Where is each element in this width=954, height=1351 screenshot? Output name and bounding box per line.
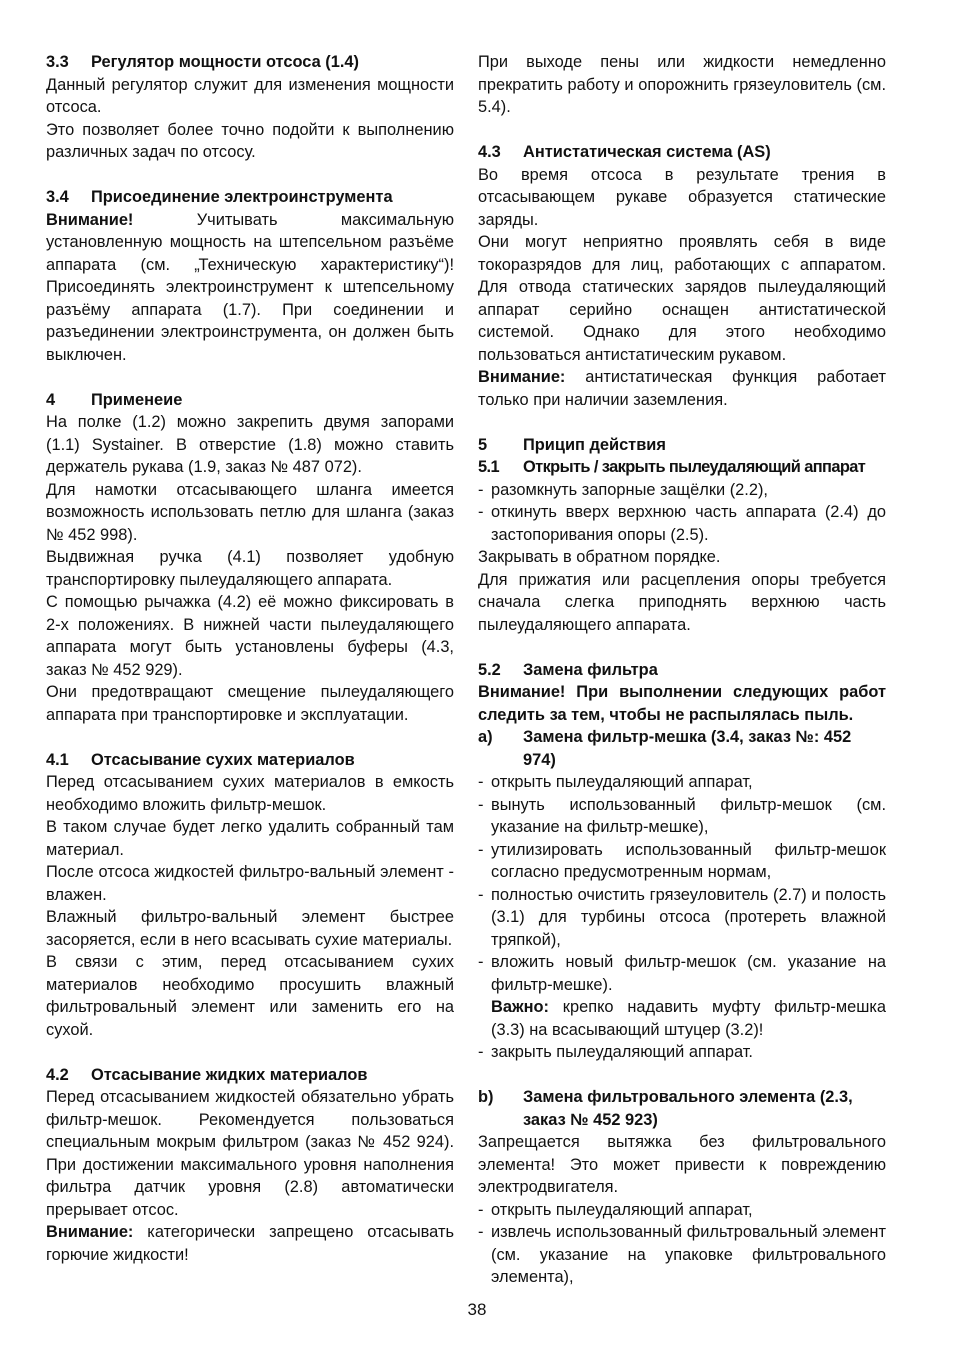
- list-item: - закрыть пылеудаляющий аппарат.: [478, 1041, 886, 1064]
- list-item: - полностью очистить грязеуловитель (2.7) и полость (3.1) для турбины отсоса (протереть влажной тряпкой),: [478, 884, 886, 952]
- paragraph: Они могут неприятно проявлять себя в виде токоразрядов для лиц, работающих с аппаратом. Для отвода статических зарядов пылеудаляющий аппарат серийно оснащен антистатической системой. Однако для этого необходимо пользоваться антистатическим рукавом.: [478, 233, 886, 364]
- subsection-marker: a): [478, 728, 493, 746]
- list-item-text: открыть пылеудаляющий аппарат,: [491, 773, 753, 791]
- paragraph: Для прижатия или расцепления опоры требуется сначала слегка приподнять верхнюю часть пылеудаляющего аппарата.: [478, 570, 886, 634]
- list-item: - открыть пылеудаляющий аппарат,: [478, 1199, 886, 1222]
- paragraph: При выходе пены или жидкости немедленно прекратить работу и опорожнить грязеуловитель (см. 5.4).: [478, 53, 886, 116]
- paragraph: Запрещается вытяжка без фильтровального элемента! Это может привести к повреждению электродвигателя.: [478, 1133, 886, 1196]
- paragraph: После отсоса жидкостей фильтро-вальный элемент - влажен.: [46, 863, 454, 904]
- warning-label: Внимание!: [46, 210, 134, 229]
- paragraph-text: категорически запрещено отсасывать горючие жидкости!: [46, 1223, 454, 1264]
- section-number: 5: [478, 435, 488, 454]
- page-number: 38: [467, 1300, 487, 1319]
- heading-4: [46, 389, 454, 412]
- section-number: 4.3: [478, 143, 501, 161]
- paragraph: На полке (1.2) можно закрепить двумя запорами (1.1) Systainer. В отверстие (1.8) можно ставить держатель рукава (1.9, заказ № 487 072).: [46, 413, 454, 476]
- warning-label: Внимание:: [478, 368, 566, 386]
- list-item: - утилизировать использованный фильтр-мешок согласно предусмотренным нормам,: [478, 839, 886, 884]
- section-title: Антистатическая система (AS): [523, 143, 771, 161]
- subsection-title: Замена фильтровального элемента (2.3, заказ № 452 923): [523, 1088, 853, 1129]
- subsection-title: Замена фильтр-мешка (3.4, заказ №: 452 974): [523, 728, 852, 769]
- section-number: 3.3: [46, 53, 69, 71]
- paragraph: Закрывать в обратном порядке.: [478, 548, 721, 566]
- paragraph: [478, 366, 886, 411]
- section-title: Открыть / закрыть пылеудаляющий аппарат: [523, 458, 866, 476]
- paragraph: Перед отсасыванием сухих материалов в емкость необходимо вложить фильтр-мешок.: [46, 773, 454, 814]
- list-item: - вынуть использованный фильтр-мешок (см. указание на фильтр-мешке),: [478, 794, 886, 839]
- heading-5-1: [478, 456, 886, 479]
- section-title: Отсасывание жидких материалов: [91, 1065, 368, 1084]
- section-number: 5.1: [478, 458, 499, 476]
- important-note: [478, 996, 886, 1041]
- list-item: - извлечь использованный фильтровальный элемент (см. указание на упаковке фильтровального элемента),: [478, 1221, 886, 1289]
- heading-5-2: [478, 659, 886, 682]
- paragraph: Влажный фильтро-вальный элемент быстрее засоряется, если в него всасывать сухие материалы.: [46, 908, 454, 949]
- section-title: Прицип действия: [523, 435, 666, 454]
- list-item-text: утилизировать использованный фильтр-мешок согласно предусмотренным нормам,: [491, 840, 886, 881]
- section-number: 4.1: [46, 750, 69, 769]
- section-number: 5.2: [478, 660, 501, 679]
- section-title: Замена фильтра: [523, 660, 658, 679]
- section-number: 4: [46, 390, 56, 409]
- subheading-b: [478, 1086, 886, 1131]
- list-item: - вложить новый фильтр-мешок (см. указание на фильтр-мешке).: [478, 951, 886, 996]
- subsection-marker: b): [478, 1088, 494, 1106]
- list-item: - откинуть вверх верхнюю часть аппарата (2.4) до застопоривания опоры (2.5).: [478, 501, 886, 546]
- warning-label: Внимание:: [46, 1223, 134, 1241]
- paragraph: Это позволяет более точно подойти к выполнению различных задач по отсосу.: [46, 120, 454, 161]
- list-item: - открыть пылеудаляющий аппарат,: [478, 771, 886, 794]
- paragraph: [46, 209, 454, 367]
- important-text: крепко надавить муфту фильтр-мешка (3.3) на всасывающий штуцер (3.2)!: [491, 998, 886, 1039]
- paragraph: С помощью рычажка (4.2) её можно фиксировать в 2-х положениях. В нижней части пылеудаляющего аппарата могут быть установлены буферы (4.3, заказ № 452 929).: [46, 593, 454, 679]
- list-item-text: вложить новый фильтр-мешок (см. указание на фильтр-мешке).: [491, 953, 886, 994]
- section-title: Отсасывание сухих материалов: [91, 750, 355, 769]
- section-number: 3.4: [46, 188, 69, 206]
- heading-4-2: [46, 1064, 454, 1087]
- paragraph: Перед отсасыванием жидкостей обязательно убрать фильтр-мешок. Рекомендуется пользоваться специальным мокрым фильтром (заказ № 452 924). При достижении максимального уровня наполнения фильтра датчик уровня (2.8) автоматически прерывает отсос.: [46, 1088, 454, 1219]
- list-item-text: вынуть использованный фильтр-мешок (см. указание на фильтр-мешке),: [491, 795, 886, 836]
- heading-5: [478, 434, 886, 457]
- paragraph: Выдвижная ручка (4.1) позволяет удобную транспортировку пылеудаляющего аппарата.: [46, 548, 454, 589]
- paragraph: В связи с этим, перед отсасыванием сухих материалов необходимо просушить влажный фильтровальный элемент или заменить его на сухой.: [46, 953, 454, 1039]
- paragraph-text: антистатическая функция работает только при наличии заземления.: [478, 368, 886, 409]
- heading-3-4: [46, 186, 454, 209]
- list-item: - разомкнуть запорные защёлки (2.2),: [478, 479, 886, 502]
- section-title: Регулятор мощности отсоса (1.4): [91, 53, 359, 71]
- left-column: [46, 51, 454, 1266]
- section-number: 4.2: [46, 1065, 69, 1084]
- warning-paragraph: Внимание! При выполнении следующих работ следить за тем, чтобы не распылялась пыль.: [478, 683, 886, 724]
- list-item-text: разомкнуть запорные защёлки (2.2),: [491, 480, 768, 499]
- list-item-text: закрыть пылеудаляющий аппарат.: [491, 1043, 753, 1061]
- list-item-text: откинуть вверх верхнюю часть аппарата (2.4) до застопоривания опоры (2.5).: [491, 503, 886, 544]
- important-label: Важно:: [491, 998, 549, 1016]
- paragraph: [46, 1221, 454, 1266]
- paragraph: Во время отсоса в результате трения в отсасывающем рукаве образуется статические заряды.: [478, 165, 886, 229]
- paragraph: Они предотвращают смещение пылеудаляющего аппарата при транспортировке и эксплуатации.: [46, 683, 454, 724]
- section-title: Присоединение электроинструмента: [91, 188, 393, 206]
- subheading-a: [478, 726, 886, 771]
- list-item-text: открыть пылеудаляющий аппарат,: [491, 1200, 753, 1219]
- heading-4-1: [46, 749, 454, 772]
- heading-3-3: [46, 51, 454, 74]
- list-item-text: полностью очистить грязеуловитель (2.7) и полость (3.1) для турбины отсоса (протереть влажной тряпкой),: [491, 885, 886, 949]
- right-column: [478, 51, 886, 1289]
- paragraph: Для намотки отсасывающего шланга имеется возможность использовать петлю для шланга (заказ № 452 998).: [46, 480, 454, 544]
- paragraph: В таком случае будет легко удалить собранный там материал.: [46, 818, 454, 859]
- heading-4-3: [478, 141, 886, 164]
- section-title: Применеие: [91, 390, 183, 409]
- paragraph-text: Учитывать максимальную установленную мощность на штепсельном разъёме аппарата (см. „Техническую характеристику“)! Присоединять электроинструмент к штепсельному разъёму аппарата (1.7). При соединении и разъединении электроинструмента, он должен быть выключен.: [46, 210, 454, 364]
- paragraph: Данный регулятор служит для изменения мощности отсоса.: [46, 75, 454, 116]
- list-item-text: извлечь использованный фильтровальный элемент (см. указание на упаковке фильтровального элемента),: [491, 1223, 886, 1286]
